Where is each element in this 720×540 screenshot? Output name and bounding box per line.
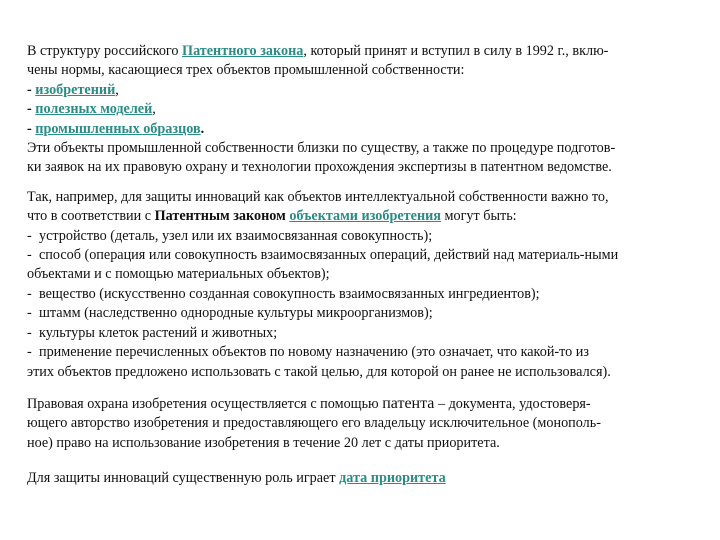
list-item-inventions: - изобретений, <box>27 81 119 98</box>
link-inventions[interactable]: изобретений <box>35 81 116 98</box>
text-line: что в соответствии с Патентным законом объектами изобретения могут быть: <box>27 208 517 225</box>
link-invention-objects[interactable]: объектами изобретения <box>289 208 441 225</box>
paragraph-priority-date <box>27 469 699 488</box>
paragraph-patent-law <box>27 42 699 178</box>
list-item-device: - устройство (деталь, узел или их взаимосвязанная совокупность); <box>27 227 433 244</box>
paragraph-invention-objects <box>27 188 699 382</box>
list-item-industrial-designs: - промышленных образцов. <box>27 120 205 137</box>
list-item-strain: - штамм (наследственно однородные культуры микроорганизмов); <box>27 305 433 322</box>
text-line: Эти объекты промышленной собственности близки по существу, а также по процедуре подготов- <box>27 140 616 157</box>
term-patent: патента <box>382 394 435 412</box>
text-line: Так, например, для защиты инноваций как объектов интеллектуальной собственности важно то, <box>27 188 609 205</box>
link-utility-models[interactable]: полезных моделей <box>35 101 153 118</box>
text-line: объектами и с помощью материальных объектов); <box>27 266 330 283</box>
text-line: этих объектов предложено использовать с такой целью, для которой он ранее не использовался). <box>27 363 611 380</box>
list-item-cell-cultures: - культуры клеток растений и животных; <box>27 324 278 341</box>
list-item-substance: - вещество (искусственно созданная совокупность взаимосвязанных ингредиентов); <box>27 285 540 302</box>
text-line: Правовая охрана изобретения осуществляется с помощью патента – документа, удостоверя- <box>27 394 591 412</box>
link-patent-law[interactable]: Патентного закона <box>182 43 304 59</box>
text-line: ющего авторство изобретения и предоставляющего его владельцу исключительное (монополь- <box>27 415 601 432</box>
document-body <box>27 42 699 489</box>
text-line: чены нормы, касающиеся трех объектов промышленной собственности: <box>27 62 465 79</box>
link-priority-date[interactable]: дата приоритета <box>339 470 446 487</box>
text-line: В структуру российского Патентного закона, который принят и вступил в силу в 1992 г., вклю- <box>27 43 609 59</box>
text-line: Для защиты инноваций существенную роль играет дата приоритета <box>27 470 446 487</box>
text-line: ки заявок на их правовую охрану и технологии прохождения экспертизы в патентном ведомстве. <box>27 159 612 176</box>
list-item-utility-models: - полезных моделей, <box>27 101 156 118</box>
list-item-new-use: - применение перечисленных объектов по новому назначению (это означает, что какой-то из <box>27 344 589 361</box>
link-industrial-designs[interactable]: промышленных образцов <box>35 120 201 137</box>
bold-patent-law: Патентным законом <box>154 208 286 225</box>
paragraph-patent-protection <box>27 394 699 453</box>
list-item-method: - способ (операция или совокупность взаимосвязанных операций, действий над материаль-ными <box>27 247 619 264</box>
text-line: ное) право на использование изобретения в течение 20 лет с даты приоритета. <box>27 434 500 451</box>
